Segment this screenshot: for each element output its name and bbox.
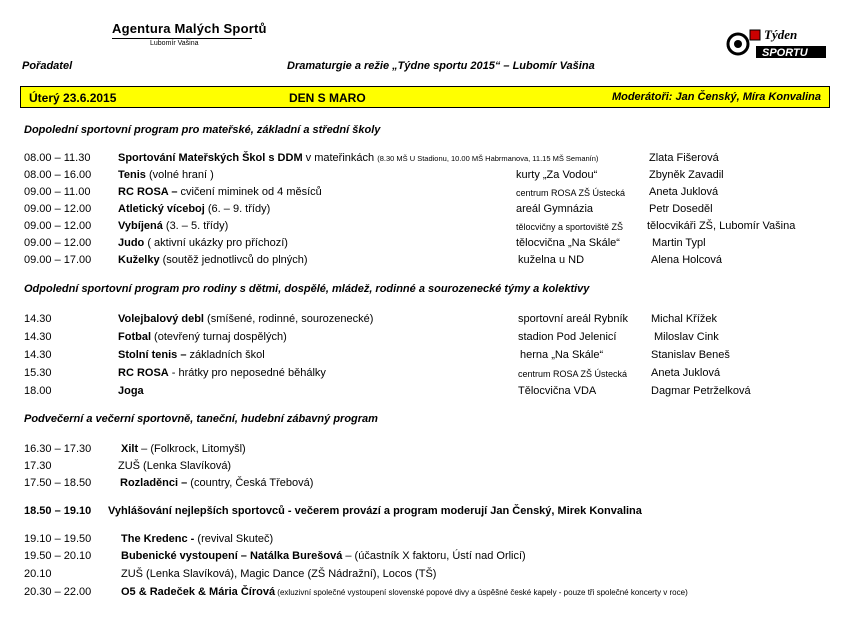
awards-text: Vyhlášování nejlepších sportovců - večerem provází a program moderují Jan Čenský, Mirek Konvalina [108,505,642,517]
organizer-label: Pořadatel [22,60,73,72]
row-time: 14.30 [24,349,52,361]
row-event-name: The Kredenc - [121,533,195,545]
row-event-name: Volejbalový debl [118,313,204,325]
day-date: Úterý 23.6.2015 [29,91,117,105]
row-extra: (exluzivní společné vystoupení slovenské popové divy a úspěšné české kapely - pouze tři společné koncerty v roce) [275,588,688,597]
row-desc: ( aktivní ukázky pro příchozí) [144,237,288,249]
row-event [118,460,231,472]
row-event [118,331,287,343]
tyden-sportu-logo-icon [724,24,828,64]
row-time: 17.50 – 18.50 [24,477,92,489]
row-desc: (otevřený turnaj dospělých) [151,331,287,343]
row-person: Petr Doseděl [649,203,713,215]
row-event [121,568,436,580]
row-person: Miloslav Cink [654,331,719,343]
row-place: centrum ROSA ZŠ Ústecká [516,188,626,198]
row-event [118,367,326,379]
row-time: 14.30 [24,331,52,343]
row-time: 20.10 [24,568,52,580]
row-event-name: Joga [118,385,144,397]
row-person: Martin Typl [652,237,706,249]
row-desc: ZUŠ (Lenka Slavíková), Magic Dance (ZŠ Nádražní), Locos (TŠ) [121,568,437,580]
row-person: Aneta Juklová [649,186,719,198]
row-person: Zbyněk Zavadil [649,169,724,181]
row-place: areál Gymnázia [516,203,594,215]
organizer-logo-title: Agentura Malých Sportů [112,21,267,36]
section-title: Podvečerní a večerní sportovně, taneční, hudební zábavný program [24,413,378,425]
row-place: tělocvična „Na Skále“ [516,237,620,249]
row-event [118,203,270,215]
row-person: Dagmar Petrželková [651,385,751,397]
row-person: tělocvikáři ZŠ, Lubomír Vašina [647,220,796,232]
row-time: 09.00 – 17.00 [24,254,92,266]
organizer-logo-subtitle: Lubomír Vašina [150,40,199,47]
row-event [118,220,228,232]
row-time: 14.30 [24,313,52,325]
row-event [121,550,526,562]
row-time: 08.00 – 11.30 [24,152,91,164]
row-desc: v mateřinkách [302,152,375,164]
row-time: 09.00 – 12.00 [24,237,92,249]
row-event [121,443,246,455]
row-event [121,586,688,598]
row-person: Stanislav Beneš [651,349,730,361]
row-desc: (country, Česká Třebová) [187,477,314,489]
day-moderators: Moderátoři: Jan Čenský, Míra Konvalina [611,91,821,103]
row-event [118,152,598,164]
row-event-name: Vybíjená [118,220,163,232]
row-time: 18.00 [24,385,52,397]
row-event-name: RC ROSA [118,367,169,379]
section-title: Dopolední sportovní program pro mateřské, základní a střední školy [24,124,381,136]
row-time: 09.00 – 11.00 [24,186,91,198]
row-desc: (smíšené, rodinné, sourozenecké) [204,313,374,325]
day-banner [20,86,830,108]
row-event-name: Fotbal [118,331,151,343]
row-place: stadion Pod Jelenicí [518,331,617,343]
row-time: 16.30 – 17.30 [24,443,92,455]
row-event-name: Kuželky [118,254,160,266]
day-name: DEN S MARO [289,91,366,105]
row-time: 19.50 – 20.10 [24,550,92,562]
section-title: Odpolední sportovní program pro rodiny s dětmi, dospělé, mládež, rodinné a sourozenecké týmy a kolektivy [24,283,590,295]
row-event [118,313,373,325]
row-time: 15.30 [24,367,52,379]
row-desc: - hrátky pro neposedné běhálky [168,367,326,379]
row-desc: (3. – 5. třídy) [162,220,229,232]
row-event [118,186,322,198]
row-place: herna „Na Skále“ [520,349,604,361]
row-place: kuželna u ND [518,254,585,266]
row-time: 08.00 – 16.00 [24,169,92,181]
logo-divider [112,38,252,39]
row-person: Alena Holcová [651,254,722,266]
row-event-name: Atletický víceboj [118,203,205,215]
row-extra: (8.30 MŠ U Stadionu, 10.00 MŠ Habrmanova, 11.15 MŠ Semanín) [377,154,599,163]
row-desc: – (Folkrock, Litomyšl) [138,443,246,455]
page-title: Dramaturgie a režie „Týdne sportu 2015“ – Lubomír Vašina [287,60,595,72]
row-event [118,254,308,266]
row-time: 09.00 – 12.00 [24,203,92,215]
row-time: 19.10 – 19.50 [24,533,92,545]
row-event-name: Sportování Mateřských Škol s DDM [118,152,303,164]
awards-time: 18.50 – 19.10 [24,505,92,517]
row-event-name: Bubenické vystoupení – Natálka Burešová [121,550,343,562]
row-event-name: Xilt [121,443,139,455]
row-desc: (volné hraní ) [145,169,214,181]
row-event [118,349,265,361]
row-place: Tělocvična VDA [518,385,597,397]
row-time: 09.00 – 12.00 [24,220,92,232]
row-time: 17.30 [24,460,52,472]
row-event [121,533,273,545]
row-desc: ZUŠ (Lenka Slavíková) [118,460,232,472]
row-event-name: RC ROSA – [118,186,178,198]
row-desc: – (účastník X faktoru, Ústí nad Orlicí) [342,550,526,562]
row-event [118,385,144,397]
row-time: 20.30 – 22.00 [24,586,92,598]
row-person: Michal Křížek [651,313,718,325]
row-desc: (revival Skuteč) [194,533,274,545]
row-event-name: Rozladěnci – [120,477,188,489]
row-place: sportovní areál Rybník [518,313,629,325]
row-place: kurty „Za Vodou“ [516,169,598,181]
row-place: centrum ROSA ZŠ Ústecká [518,369,628,379]
row-desc: základních škol [186,349,265,361]
row-event-name: O5 & Radeček & Mária Čírová [121,586,276,598]
row-desc: cvičení miminek od 4 měsíců [177,186,322,198]
row-event-name: Stolní tenis – [118,349,187,361]
svg-text:Týden: Týden [764,27,798,42]
row-event [118,237,288,249]
row-event [118,169,214,181]
row-desc: (soutěž jednotlivců do plných) [159,254,308,266]
row-event-name: Judo [118,237,145,249]
row-event [120,477,313,489]
row-person: Zlata Fišerová [649,152,719,164]
row-person: Aneta Juklová [651,367,721,379]
row-desc: (6. – 9. třídy) [204,203,271,215]
row-event-name: Tenis [118,169,146,181]
svg-text:SPORTU: SPORTU [762,47,808,59]
row-place: tělocvičny a sportoviště ZŠ [516,222,624,232]
